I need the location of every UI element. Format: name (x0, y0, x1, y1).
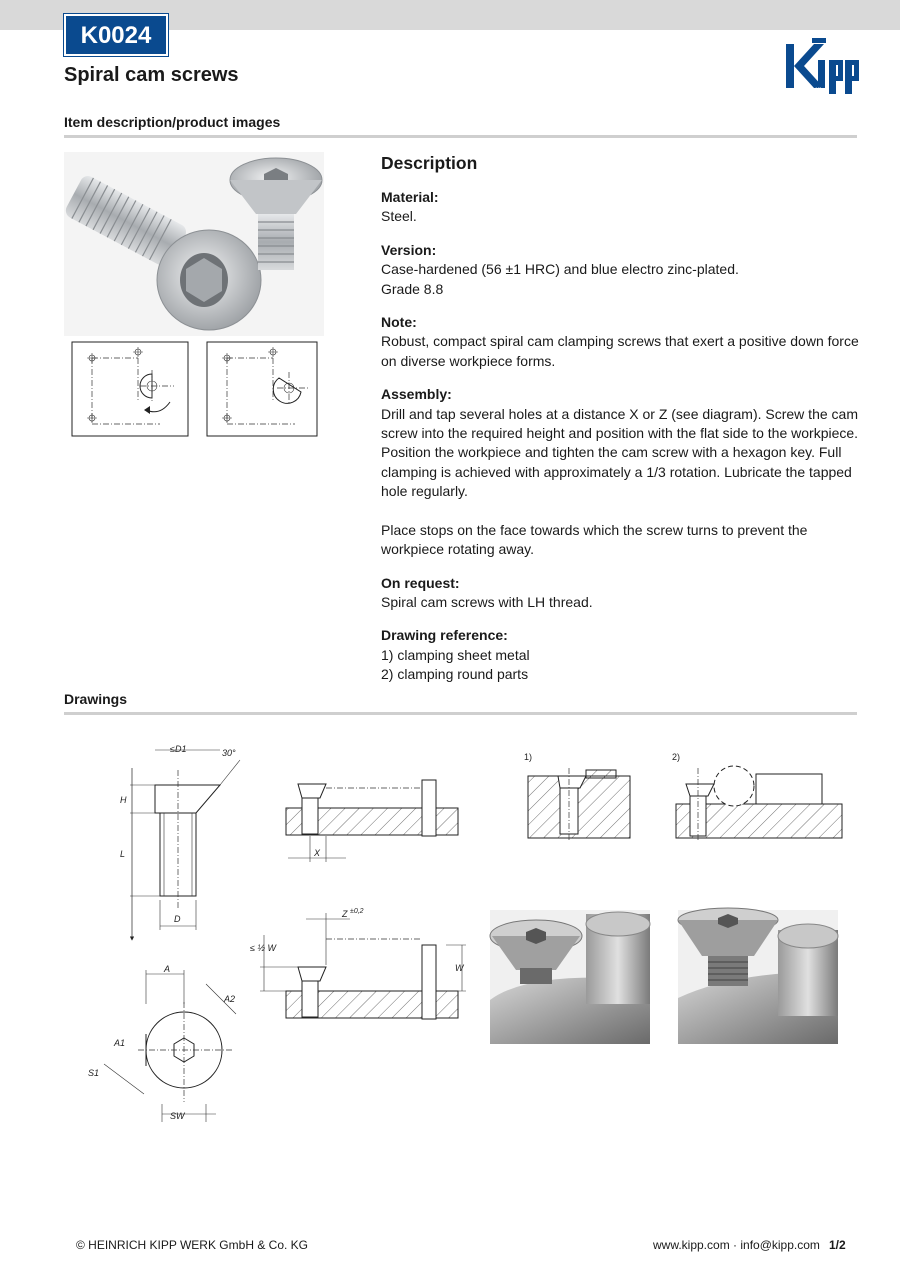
dim-label-s1: S1 (88, 1068, 100, 1078)
dim-label-angle: 30° (222, 748, 236, 758)
section-heading-drawings: Drawings (64, 691, 128, 707)
dim-label-l: L (120, 849, 126, 859)
drawing-installation-z (250, 905, 470, 1025)
drawing-caption-2: 2) (672, 752, 681, 762)
dim-label-sw: SW (170, 1111, 185, 1121)
dim-label-a: A (164, 964, 171, 974)
drawing-reference-label: Drawing reference: (381, 627, 508, 644)
dim-label-a2: A2 (224, 994, 236, 1004)
section-rule (64, 135, 857, 138)
product-photo-installed-2 (678, 910, 838, 1044)
drawing-reference-2 (668, 748, 848, 843)
version-label: Version: (381, 241, 437, 258)
assembly-label: Assembly: (381, 386, 452, 403)
dim-label-x: X (314, 848, 321, 858)
product-code-badge: K0024 (64, 14, 168, 56)
assembly-text: Drill and tap several holes at a distance X or Z (see diagram). Screw the cam screw into the required height and position with the flat side to the workpiece. Position the workpiece and tighten the cam screw with a hexagon key. Full clamping is achieved with approximately a 1/3 rotation. Lubricate the tapped hole regularly. (381, 405, 859, 500)
assembly-paragraph (381, 385, 861, 501)
brand-wordmark: Kipp (815, 88, 829, 94)
drawing-reference-1 (520, 748, 635, 843)
drawing-reference-paragraph (381, 626, 861, 684)
drawing-caption-1: 1) (524, 752, 533, 762)
kipp-logo (782, 38, 860, 94)
material-label: Material: (381, 189, 439, 205)
section-heading-item-description: Item description/product images (64, 114, 281, 130)
product-photo-installed-1 (490, 910, 650, 1044)
section-rule (64, 712, 857, 715)
dim-label-d: D (174, 914, 181, 924)
footer-contact[interactable]: www.kipp.com · info@kipp.com (653, 1238, 820, 1252)
version-line-1: Case-hardened (56 ±1 HRC) and blue electro zinc-plated. (381, 261, 739, 278)
note-paragraph (381, 313, 861, 371)
drawing-installation-x (284, 770, 464, 865)
dim-label-w: W (455, 963, 464, 973)
dim-label-z-tolerance: ±0,2 (350, 908, 364, 915)
function-diagram-left (70, 340, 190, 438)
footer-page-number: 1/2 (829, 1238, 846, 1252)
drawing-screw-side-view (100, 740, 270, 940)
dim-label-a1: A1 (114, 1038, 126, 1048)
drawing-screw-top-view (84, 964, 244, 1129)
on-request-label: On request: (381, 574, 460, 591)
product-image-screws (64, 152, 324, 336)
on-request-text: Spiral cam screws with LH thread. (381, 593, 593, 610)
function-diagram-right (205, 340, 319, 438)
material-paragraph (381, 188, 861, 227)
dim-label-h: H (120, 795, 127, 805)
material-text: Steel. (381, 208, 417, 225)
description-block (381, 152, 861, 699)
footer-copyright: © HEINRICH KIPP WERK GmbH & Co. KG (76, 1238, 308, 1252)
version-line-2: Grade 8.8 (381, 280, 444, 297)
dim-label-z: Z (342, 909, 348, 919)
dim-label-w-half: ≤ ½ W (250, 943, 276, 953)
assembly-text-2: Place stops on the face towards which the screw turns to prevent the workpiece rotating away. (381, 521, 808, 558)
dim-label-d1: ≤D1 (170, 744, 187, 754)
page-title: Spiral cam screws (64, 64, 239, 86)
version-paragraph (381, 241, 861, 299)
note-text: Robust, compact spiral cam clamping screws that exert a positive down force on diverse workpiece forms. (381, 333, 859, 369)
on-request-paragraph (381, 574, 861, 613)
description-heading: Description (381, 153, 478, 173)
assembly-paragraph-2 (381, 521, 861, 560)
drawing-reference-2: 2) clamping round parts (381, 666, 529, 683)
drawing-reference-1: 1) clamping sheet metal (381, 646, 530, 663)
note-label: Note: (381, 314, 417, 331)
